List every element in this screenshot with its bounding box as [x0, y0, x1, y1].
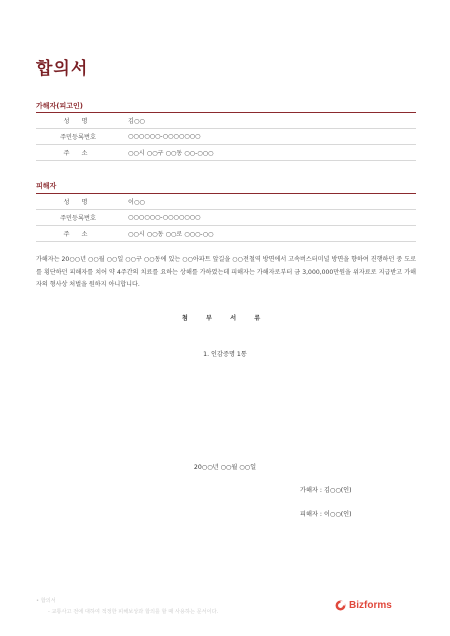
table-row: [36, 226, 416, 242]
attachment-heading: 첨 부 서 류: [181, 315, 269, 322]
offender-table: [36, 112, 416, 161]
row-value: 이○○: [128, 199, 145, 206]
bizforms-logo-icon: [335, 600, 346, 611]
bizforms-logo: [335, 600, 392, 611]
footer-note: [36, 596, 218, 618]
table-row: [36, 210, 416, 226]
row-label: 주 소: [63, 150, 93, 157]
table-row: [36, 145, 416, 161]
footer-line-2: - 교통사고 전에 대하여 적정한 피해보상과 합의를 할 때 사용하는 문서이다.: [48, 609, 219, 615]
document-title: 합의서: [36, 59, 89, 79]
agreement-body-text: 가해자는 20○○년 ○○월 ○○일 ○○구 ○○동에 있는 ○○아파트 앞길을 ○○전철역 방면에서 고속버스터미널 방면을 향하여 진행하던 중 도로를 횡단하던 피해자를 치어 약 4주간의 치료를 요하는 상해를 가하였는데 피해자는 가해자로부터 금 3,000,000만원을 위자료로 지급받고 가해자의 형사상 처벌을 원하지 아니합니다.: [36, 256, 416, 288]
table-row: [36, 129, 416, 145]
table-row: [36, 113, 416, 129]
row-value: ○○시 ○○동 ○○로 ○○○-○○: [128, 231, 214, 238]
agreement-date: 20○○년 ○○월 ○○일: [193, 464, 257, 471]
row-label: 성 명: [63, 199, 93, 206]
footer-line-1: • 합의서: [36, 598, 56, 604]
row-label: 주민등록번호: [60, 134, 96, 141]
offender-section-label: 가해자(피고인): [36, 102, 83, 110]
row-value: ○○○○○○-○○○○○○○: [128, 214, 201, 221]
victim-section-label: 피해자: [36, 182, 57, 190]
attachment-item: 1. 인감증명 1통: [203, 351, 247, 358]
row-value: 김○○: [128, 118, 145, 125]
victim-signature: 피해자 : 이○○(인): [300, 511, 352, 518]
row-label: 성 명: [63, 118, 93, 125]
row-label: 주민등록번호: [60, 215, 96, 222]
offender-signature: 가해자 : 김○○(인): [300, 487, 352, 494]
victim-table: [36, 193, 416, 242]
row-value: ○○시 ○○구 ○○동 ○○-○○○: [128, 150, 214, 157]
table-row: [36, 194, 416, 210]
row-label: 주 소: [63, 231, 93, 238]
logo-text: Bizforms: [349, 600, 392, 611]
row-value: ○○○○○○-○○○○○○○: [128, 133, 201, 140]
